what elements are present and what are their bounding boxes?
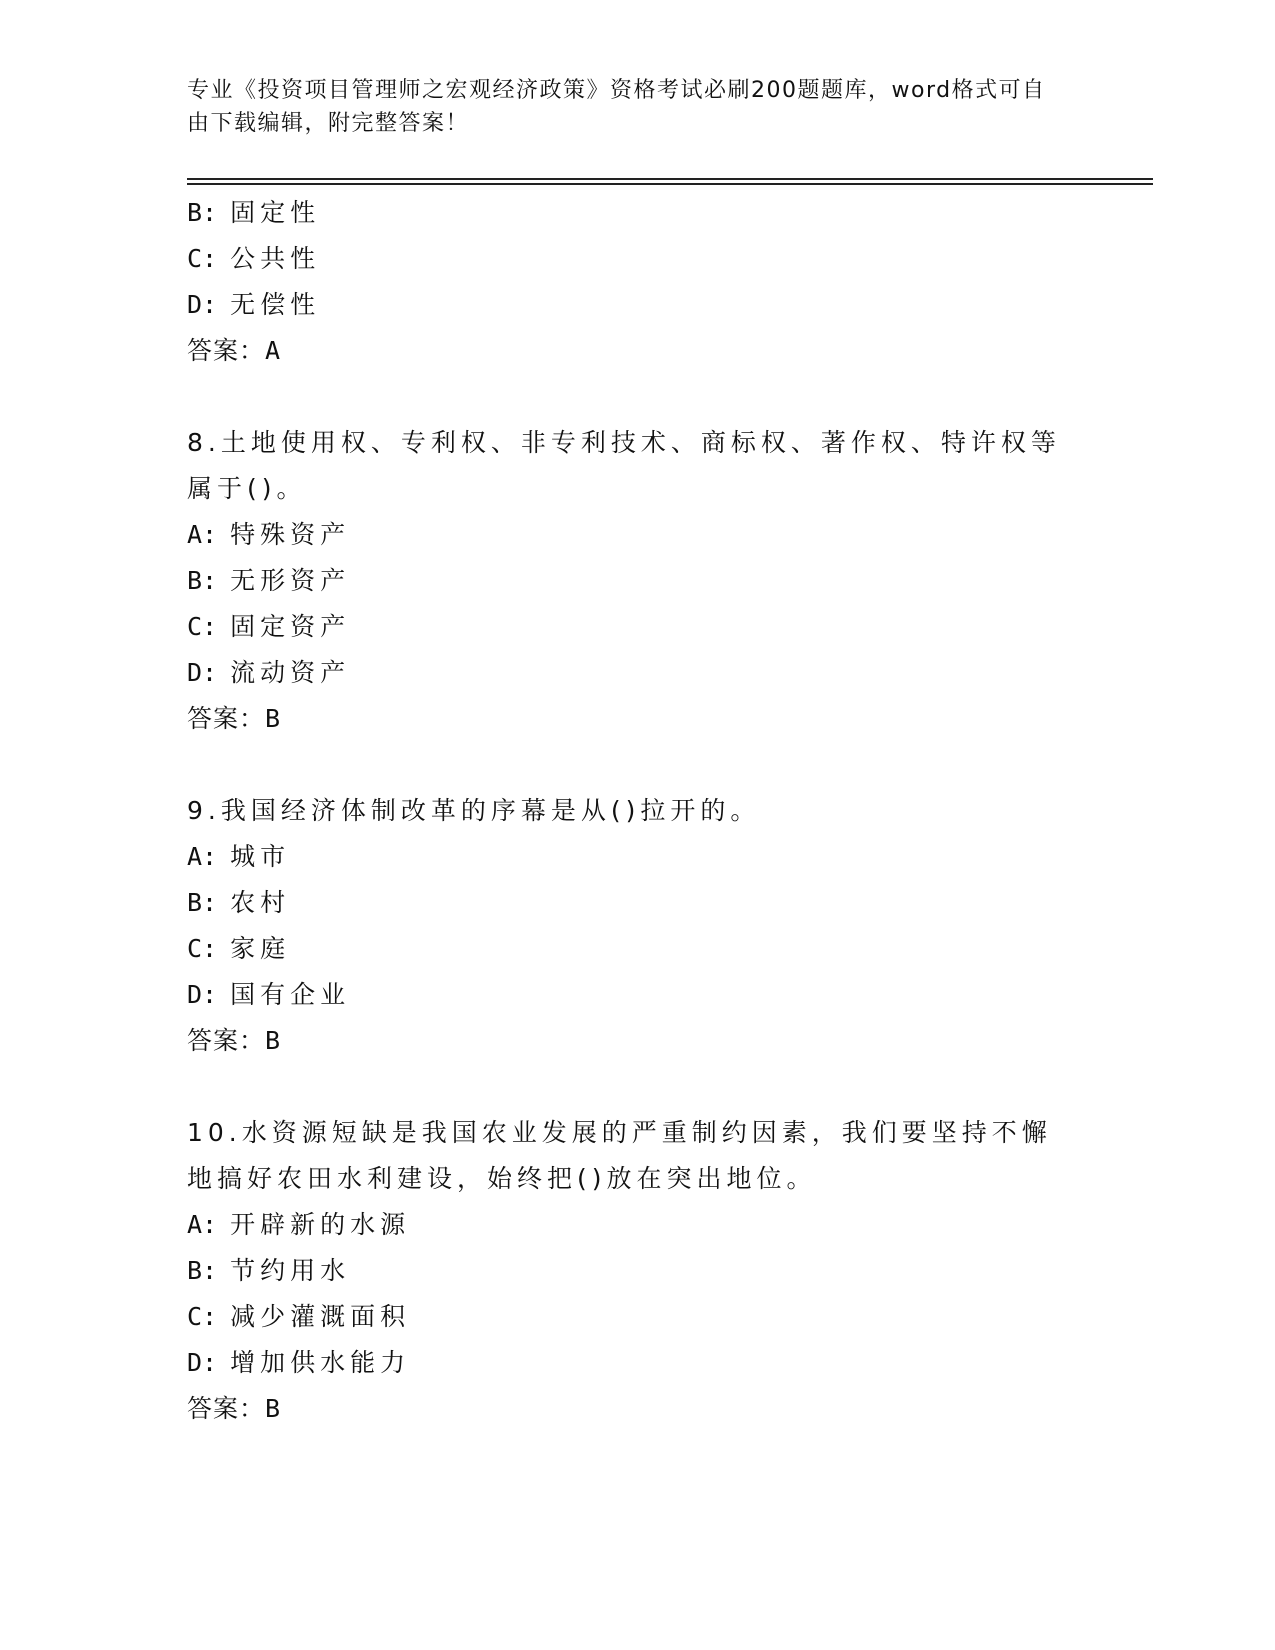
option-d: D: 无偿性 — [187, 290, 321, 319]
option-c: C: 减少灌溉面积 — [187, 1302, 411, 1331]
question-9 — [187, 788, 1087, 1064]
question-10 — [187, 1110, 1087, 1432]
answer: 答案：B — [187, 1026, 282, 1055]
question-stem: 8.土地使用权、专利权、非专利技术、商标权、著作权、特许权等属于()。 — [187, 428, 1061, 503]
question-list — [187, 190, 1087, 1432]
question-7-continued — [187, 190, 1087, 374]
option-c: C: 公共性 — [187, 244, 321, 273]
option-b: B: 节约用水 — [187, 1256, 351, 1285]
answer: 答案：A — [187, 336, 282, 365]
question-stem: 10.水资源短缺是我国农业发展的严重制约因素，我们要坚持不懈地搞好农田水利建设，始终把()放在突出地位。 — [187, 1118, 1052, 1193]
header-divider-top — [187, 178, 1153, 180]
option-b: B: 固定性 — [187, 198, 321, 227]
option-d: D: 国有企业 — [187, 980, 351, 1009]
option-a: A: 特殊资产 — [187, 520, 351, 549]
option-d: D: 增加供水能力 — [187, 1348, 411, 1377]
option-b: B: 无形资产 — [187, 566, 351, 595]
option-a: A: 城市 — [187, 842, 291, 871]
document-header: 专业《投资项目管理师之宏观经济政策》资格考试必刷200题题库，word格式可自由下载编辑，附完整答案！ — [187, 78, 1046, 136]
question-stem: 9.我国经济体制改革的序幕是从()拉开的。 — [187, 796, 761, 825]
header-divider-bottom — [187, 183, 1153, 185]
option-b: B: 农村 — [187, 888, 291, 917]
option-c: C: 家庭 — [187, 934, 291, 963]
answer: 答案：B — [187, 1394, 282, 1423]
answer: 答案：B — [187, 704, 282, 733]
question-8 — [187, 420, 1087, 742]
option-a: A: 开辟新的水源 — [187, 1210, 411, 1239]
option-d: D: 流动资产 — [187, 658, 351, 687]
option-c: C: 固定资产 — [187, 612, 351, 641]
